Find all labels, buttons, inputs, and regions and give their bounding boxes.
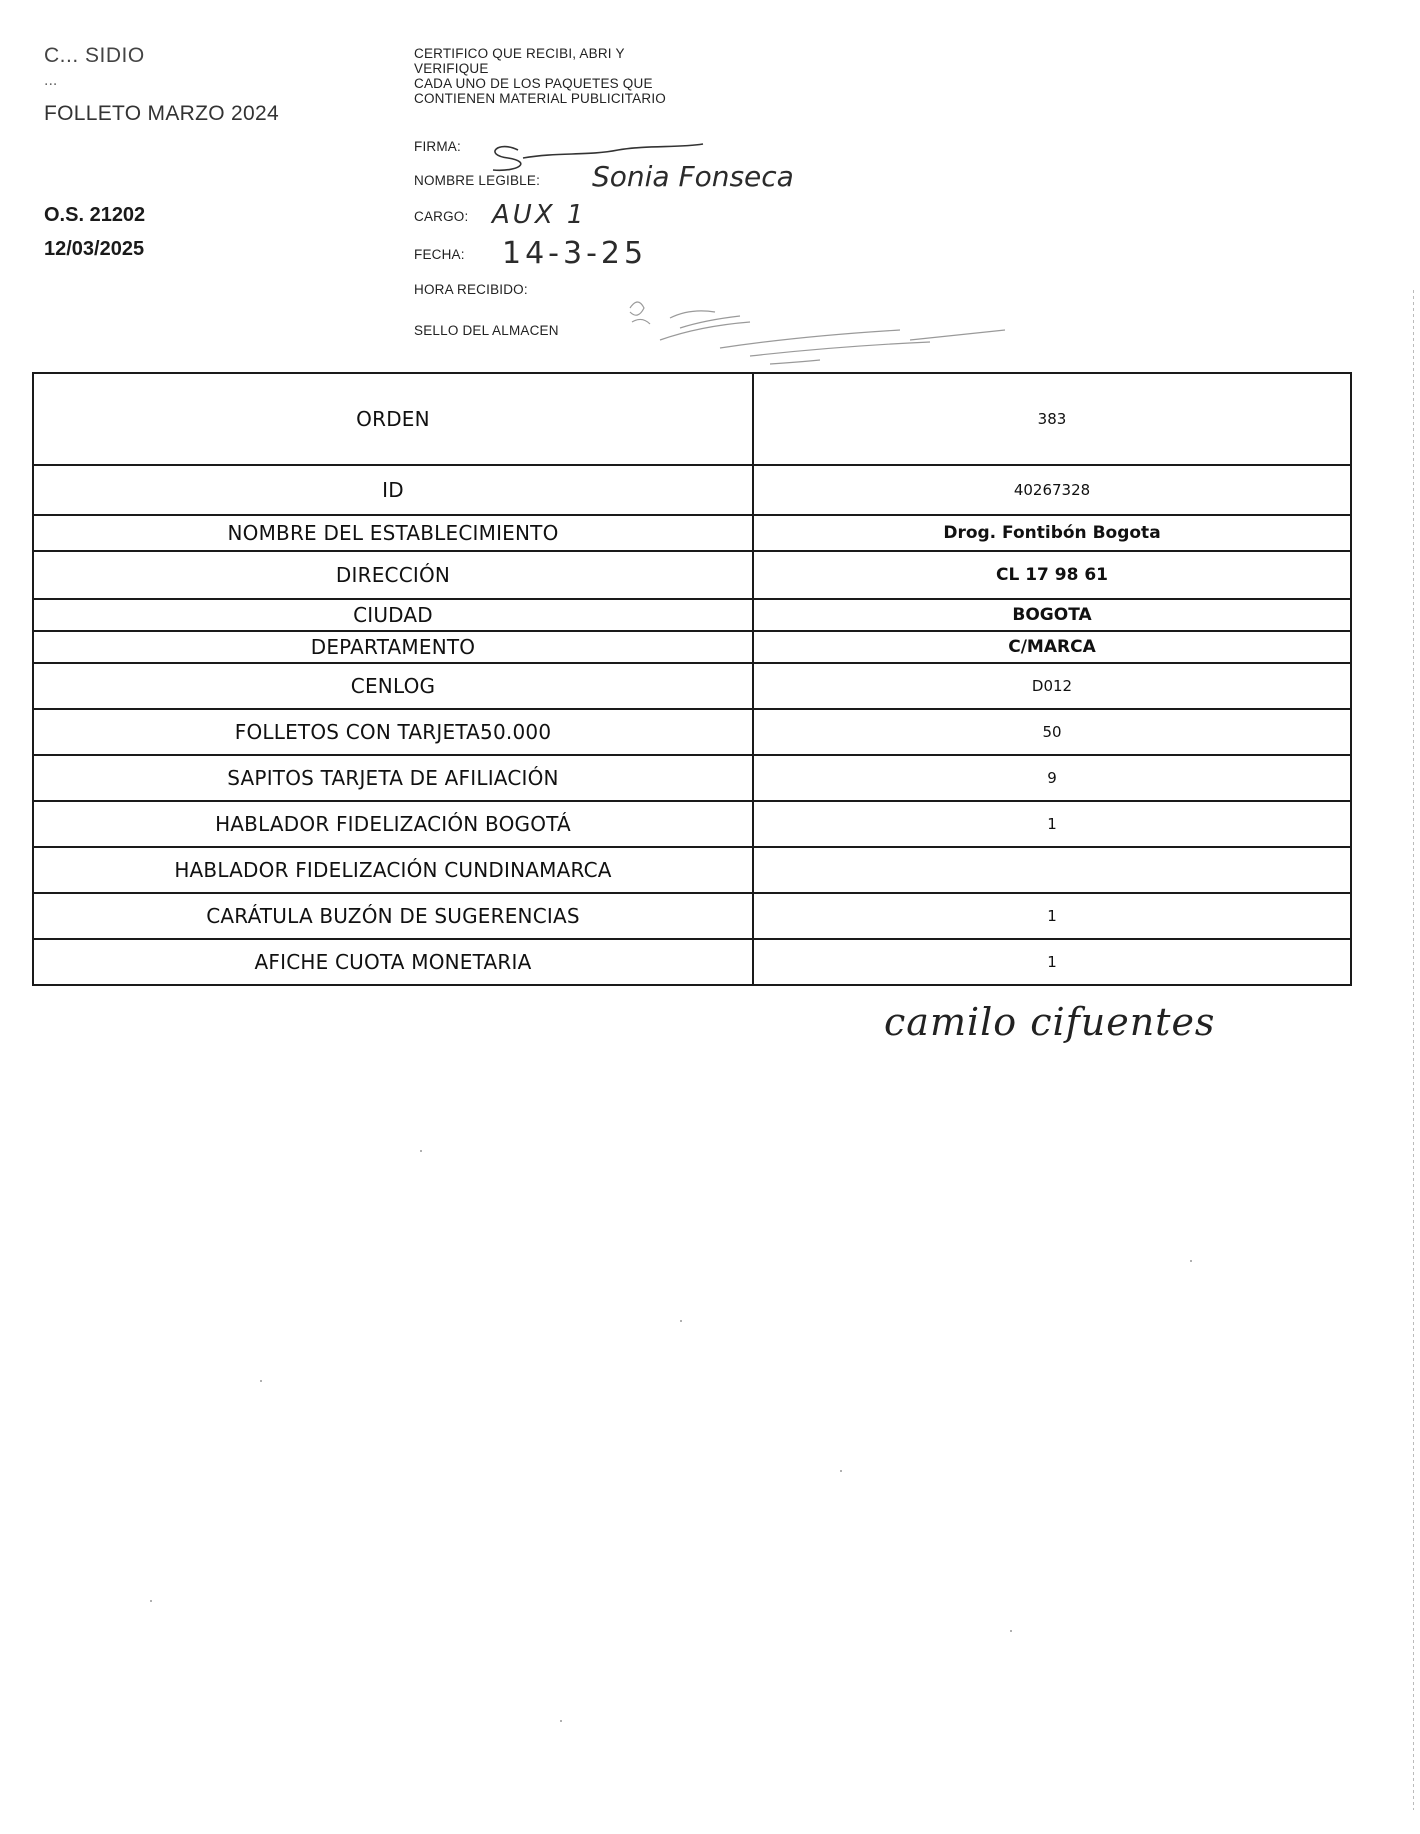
service-order-number: O.S. 21202: [44, 204, 146, 226]
row-label-ciudad: CIUDAD: [33, 599, 753, 631]
scan-speck: [1190, 1260, 1192, 1262]
fecha-label: FECHA:: [414, 247, 465, 262]
table-row: [33, 801, 1351, 847]
certificate-line-1: CERTIFICO QUE RECIBI, ABRI Y: [414, 46, 625, 61]
service-order-date: 12/03/2025: [44, 238, 145, 260]
table-row: [33, 515, 1351, 551]
header-line-1: C... SIDIO: [44, 44, 145, 67]
row-label-direccion: DIRECCIÓN: [33, 551, 753, 599]
firma-label: FIRMA:: [414, 139, 461, 154]
row-value-caratula: 1: [753, 893, 1351, 939]
scan-speck: [150, 1600, 152, 1602]
table-row: [33, 599, 1351, 631]
header-line-2: ...: [44, 72, 58, 89]
certificate-line-4: CONTIENEN MATERIAL PUBLICITARIO: [414, 91, 666, 106]
scan-speck: [260, 1380, 262, 1382]
table-row: [33, 465, 1351, 515]
service-order-block: [44, 198, 145, 266]
row-value-sapitos: 9: [753, 755, 1351, 801]
row-value-direccion: CL 17 98 61: [753, 551, 1351, 599]
cargo-handwritten: AUX 1: [492, 200, 587, 230]
table-row: [33, 709, 1351, 755]
row-label-orden: ORDEN: [33, 373, 753, 465]
table-row: [33, 373, 1351, 465]
scan-speck: [560, 1720, 562, 1722]
certificate-text: [414, 46, 794, 106]
row-value-afiche: 1: [753, 939, 1351, 985]
scan-edge-line: [1413, 290, 1414, 1810]
row-label-hablador-bogota: HABLADOR FIDELIZACIÓN BOGOTÁ: [33, 801, 753, 847]
table-row: [33, 847, 1351, 893]
row-value-id: 40267328: [753, 465, 1351, 515]
header-block: [44, 44, 279, 126]
row-value-cenlog: D012: [753, 663, 1351, 709]
table-row: [33, 755, 1351, 801]
row-label-establecimiento: NOMBRE DEL ESTABLECIMIENTO: [33, 515, 753, 551]
row-value-departamento: C/MARCA: [753, 631, 1351, 663]
store-stamp: [610, 288, 1030, 383]
nombre-handwritten: Sonia Fonseca: [592, 160, 794, 193]
row-value-hablador-cundinamarca: [753, 847, 1351, 893]
table-row: [33, 663, 1351, 709]
fecha-handwritten: 14-3-25: [502, 236, 648, 271]
scan-speck: [420, 1150, 422, 1152]
certificate-line-2: VERIFIQUE: [414, 61, 489, 76]
table-row: [33, 551, 1351, 599]
delivery-table-wrapper: [32, 372, 1352, 986]
table-row: [33, 893, 1351, 939]
table-row: [33, 939, 1351, 985]
row-label-id: ID: [33, 465, 753, 515]
cargo-label: CARGO:: [414, 209, 469, 224]
row-label-folletos: FOLLETOS CON TARJETA50.000: [33, 709, 753, 755]
scan-speck: [680, 1320, 682, 1322]
row-value-ciudad: BOGOTA: [753, 599, 1351, 631]
header-folleto-title: FOLLETO MARZO 2024: [44, 102, 279, 125]
delivery-table: [32, 372, 1352, 986]
row-value-folletos: 50: [753, 709, 1351, 755]
row-label-caratula: CARÁTULA BUZÓN DE SUGERENCIAS: [33, 893, 753, 939]
row-label-sapitos: SAPITOS TARJETA DE AFILIACIÓN: [33, 755, 753, 801]
row-value-hablador-bogota: 1: [753, 801, 1351, 847]
nombre-label: NOMBRE LEGIBLE:: [414, 173, 541, 188]
handwritten-name: camilo cifuentes: [884, 1000, 1216, 1044]
row-label-cenlog: CENLOG: [33, 663, 753, 709]
row-value-establecimiento: Drog. Fontibón Bogota: [753, 515, 1351, 551]
sello-label: SELLO DEL ALMACEN: [414, 323, 559, 338]
row-label-departamento: DEPARTAMENTO: [33, 631, 753, 663]
row-label-hablador-cundinamarca: HABLADOR FIDELIZACIÓN CUNDINAMARCA: [33, 847, 753, 893]
certificate-line-3: CADA UNO DE LOS PAQUETES QUE: [414, 76, 653, 91]
row-value-orden: 383: [753, 373, 1351, 465]
table-row: [33, 631, 1351, 663]
scan-speck: [1010, 1630, 1012, 1632]
row-label-afiche: AFICHE CUOTA MONETARIA: [33, 939, 753, 985]
hora-recibido-label: HORA RECIBIDO:: [414, 282, 528, 297]
scan-speck: [840, 1470, 842, 1472]
